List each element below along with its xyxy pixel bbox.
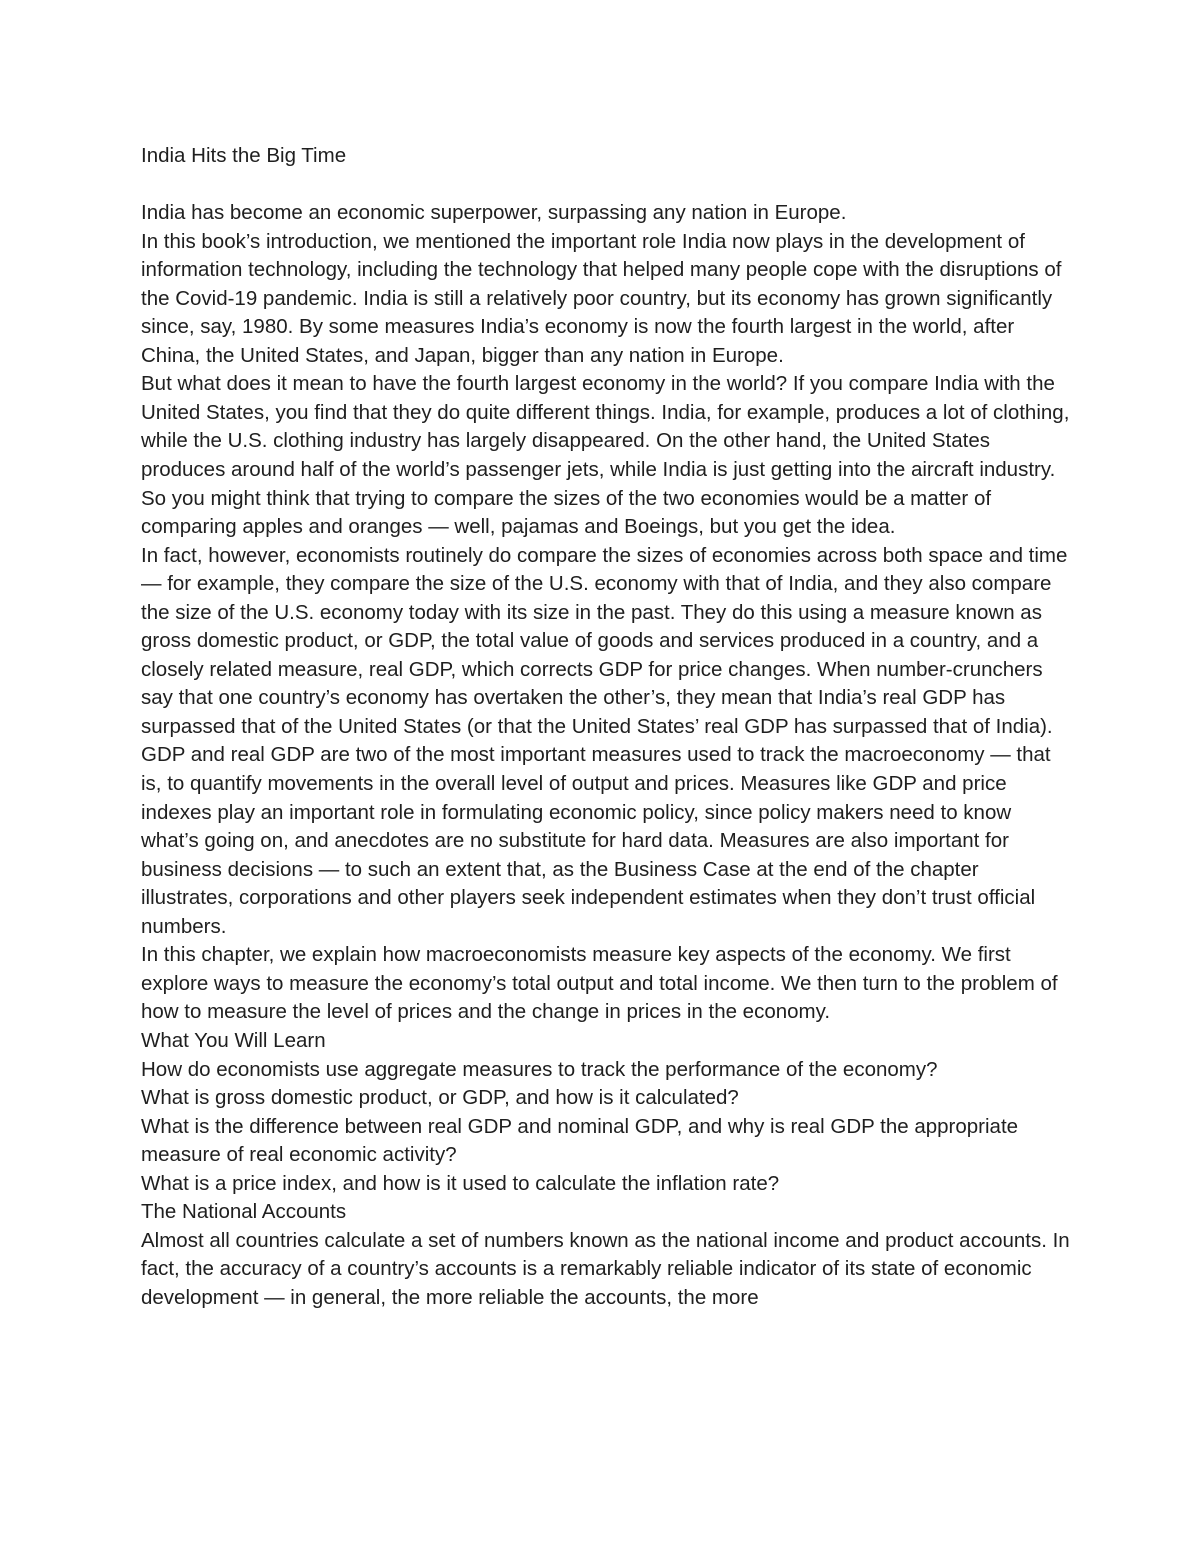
section-heading-learning: What You Will Learn <box>141 1028 326 1052</box>
section-heading-national-accounts: The National Accounts <box>141 1200 347 1224</box>
learning-question-3: What is the difference between real GDP and nominal GDP, and why is real GDP the appropriate measure of real economic activity? <box>141 1114 1019 1167</box>
paragraph-subtitle: India has become an economic superpower, surpassing any nation in Europe. <box>141 201 847 225</box>
paragraph-introduction: In this book’s introduction, we mentioned the important role India now plays in the development of information technology, including the technology that helped many people cope with the disruptions of the Covid-19 pandemic. India is still a relatively poor country, but its economy has grown significantly since, say, 1980. By some measures India’s economy is now the fourth largest in the world, after China, the United States, and Japan, bigger than any nation in Europe. <box>141 229 1062 367</box>
learning-question-2: What is gross domestic product, or GDP, and how is it calculated? <box>141 1086 739 1110</box>
document-body <box>141 142 1071 1312</box>
paragraph-comparison: But what does it mean to have the fourth largest economy in the world? If you compare India with the United States, you find that they do quite different things. India, for example, produces a lot of clothing, while the U.S. clothing industry has largely disappeared. On the other hand, the United States produces around half of the world’s passenger jets, while India is just getting into the aircraft industry. So you might think that trying to compare the sizes of the two economies would be a matter of comparing apples and oranges — well, pajamas and Boeings, but you get the idea. <box>141 372 1070 539</box>
paragraph-gdp-definition: In fact, however, economists routinely do compare the sizes of economies across both space and time — for example, they compare the size of the U.S. economy with that of India, and they also compare the size of the U.S. economy today with its size in the past. They do this using a measure known as gross domestic product, or GDP, the total value of goods and services produced in a country, and a closely related measure, real GDP, which corrects GDP for price changes. When number-crunchers say that one country’s economy has overtaken the other’s, they mean that India’s real GDP has surpassed that of the United States (or that the United States’ real GDP has surpassed that of India). <box>141 543 1068 738</box>
learning-question-4: What is a price index, and how is it used to calculate the inflation rate? <box>141 1171 780 1195</box>
paragraph-macroeconomy: GDP and real GDP are two of the most important measures used to track the macroeconomy — that is, to quantify movements in the overall level of output and prices. Measures like GDP and price indexes play an important role in formulating economic policy, since policy makers need to know what’s going on, and anecdotes are no substitute for hard data. Measures are also important for business decisions — to such an extent that, as the Business Case at the end of the chapter illustrates, corporations and other players seek independent estimates when they don’t trust official numbers. <box>141 743 1051 938</box>
paragraph-chapter-overview: In this chapter, we explain how macroeconomists measure key aspects of the economy. We first explore ways to measure the economy’s total output and total income. We then turn to the problem of how to measure the level of prices and the change in prices in the economy. <box>141 943 1058 1024</box>
learning-question-1: How do economists use aggregate measures to track the performance of the economy? <box>141 1057 938 1081</box>
paragraph-national-accounts: Almost all countries calculate a set of numbers known as the national income and product accounts. In fact, the accuracy of a country’s accounts is a remarkably reliable indicator of its state of economic development — in general, the more reliable the accounts, the more <box>141 1228 1070 1309</box>
document-title: India Hits the Big Time <box>141 144 347 167</box>
